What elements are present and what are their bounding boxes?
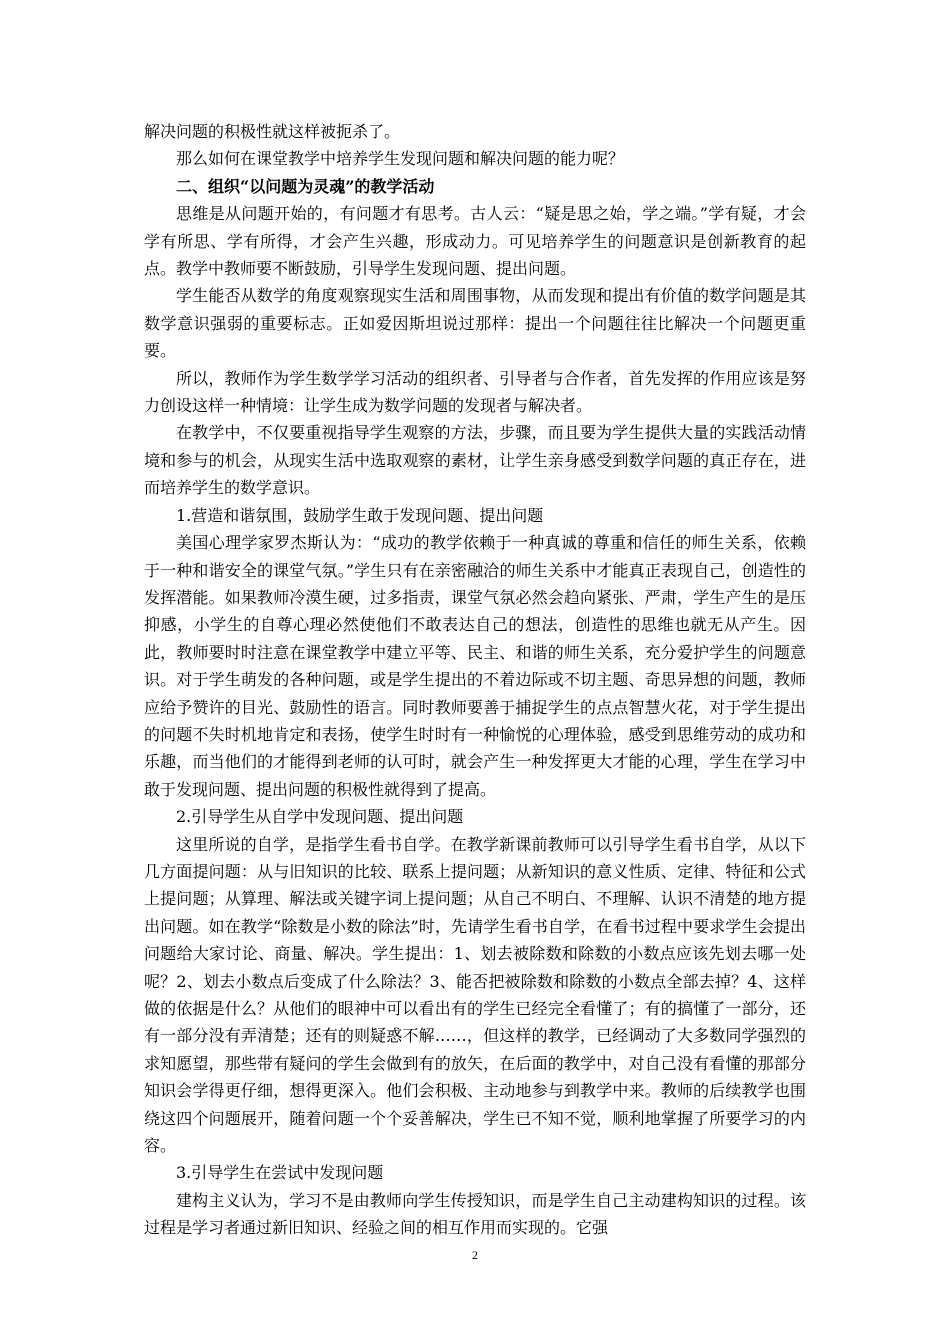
paragraph-teacher-role: 所以，教师作为学生数学学习活动的组织者、引导者与合作者，首先发挥的作用应该是努力创设这样一种情境：让学生成为数学问题的发现者与解决者。 [144, 368, 806, 416]
paragraph-question: 那么如何在课堂教学中培养学生发现问题和解决问题的能力呢？ [176, 149, 625, 169]
page-number: 2 [472, 1248, 478, 1262]
subheading-3: 3.引导学生在尝试中发现问题 [176, 1163, 384, 1183]
paragraph-self-study: 这里所说的自学，是指学生看书自学。在教学新课前教师可以引导学生看书自学，从以下几方面提问题：从与旧知识的比较、联系上提问题；从新知识的意义性质、定律、特征和公式上提问题；从算理、解法或关键字词上提问题；从自己不明白、不理解、认识不清楚的地方提出问题。如在教学“除数是小数的除法”时，先请学生看书自学，在看书过程中要求学生会提出问题给大家讨论、商量、解决。学生提出：1、划去被除数和除数的小数点应该先划去哪一处呢？2、划去小数点后变成了什么除法？3、能否把被除数和除数的小数点全部去掉？4、这样做的依据是什么？从他们的眼神中可以看出有的学生已经完全看懂了；有的搞懂了一部分，还有一部分没有弄清楚；还有的则疑惑不解……，但这样的教学，已经调动了大多数同学强烈的求知愿望，那些带有疑问的学生会做到有的放矢，在后面的教学中，对自己没有看懂的那部分知识会学得更仔细，想得更深入。他们会积极、主动地参与到教学中来。教师的后续教学也围绕这四个问题展开，随着问题一个个妥善解决，学生已不知不觉，顺利地掌握了所要学习的内容。 [144, 834, 806, 1156]
paragraph-rogers: 美国心理学家罗杰斯认为：“成功的教学依赖于一种真诚的尊重和信任的师生关系，依赖于一种和谐安全的课堂气氛。”学生只有在亲密融洽的师生关系中才能真正表现自己，创造性的发挥潜能。如果教师冷漠生硬，过多指责，课堂气氛必然会趋向紧张、严肃，学生产生的是压抑感，小学生的自尊心理必然使他们不敢表达自己的想法，创造性的思维也就无从产生。因此，教师要时时注意在课堂教学中建立平等、民主、和谐的师生关系，充分爱护学生的问题意识。对于学生萌发的各种问题，或是学生提出的不着边际或不切主题、奇思异想的问题，教师应给予赞许的目光、鼓励性的语言。同时教师要善于捕捉学生的点点智慧火花，对于学生提出的问题不失时机地肯定和表扬，使学生时时有一种愉悦的心理体验，感受到思维劳动的成功和乐趣，而当他们的才能得到老师的认可时，就会产生一种发挥更大才能的心理，学生在学习中敢于发现问题、提出问题的积极性就得到了提高。 [144, 533, 806, 799]
subheading-2: 2.引导学生从自学中发现问题、提出问题 [176, 807, 464, 827]
paragraph-observation: 在教学中，不仅要重视指导学生观察的方法，步骤，而且要为学生提供大量的实践活动情境和参与的机会，从现实生活中选取观察的素材，让学生亲身感受到数学问题的真正存在，进而培养学生的数学意识。 [144, 423, 806, 498]
paragraph-thinking: 思维是从问题开始的，有问题才有思考。古人云：“疑是思之始，学之端。”学有疑，才会学有所思、学有所得，才会产生兴趣，形成动力。可见培养学生的问题意识是创新教育的起点。教学中教师要不断鼓励，引导学生发现问题、提出问题。 [144, 204, 806, 279]
subheading-1: 1.营造和谐氛围，鼓励学生敢于发现问题、提出问题 [176, 505, 544, 525]
paragraph-math-awareness: 学生能否从数学的角度观察现实生活和周围事物，从而发现和提出有价值的数学问题是其数学意识强弱的重要标志。正如爱因斯坦说过那样：提出一个问题往往比解决一个问题更重要。 [144, 286, 806, 361]
document-body [144, 118, 806, 1242]
section-heading: 二、组织“以问题为灵魂”的教学活动 [176, 176, 435, 196]
paragraph-intro: 解决问题的积极性就这样被扼杀了。 [144, 122, 401, 141]
paragraph-constructivism: 建构主义认为，学习不是由教师向学生传授知识，而是学生自己主动建构知识的过程。该过程是学习者通过新旧知识、经验之间的相互作用而实现的。它强 [144, 1190, 806, 1238]
